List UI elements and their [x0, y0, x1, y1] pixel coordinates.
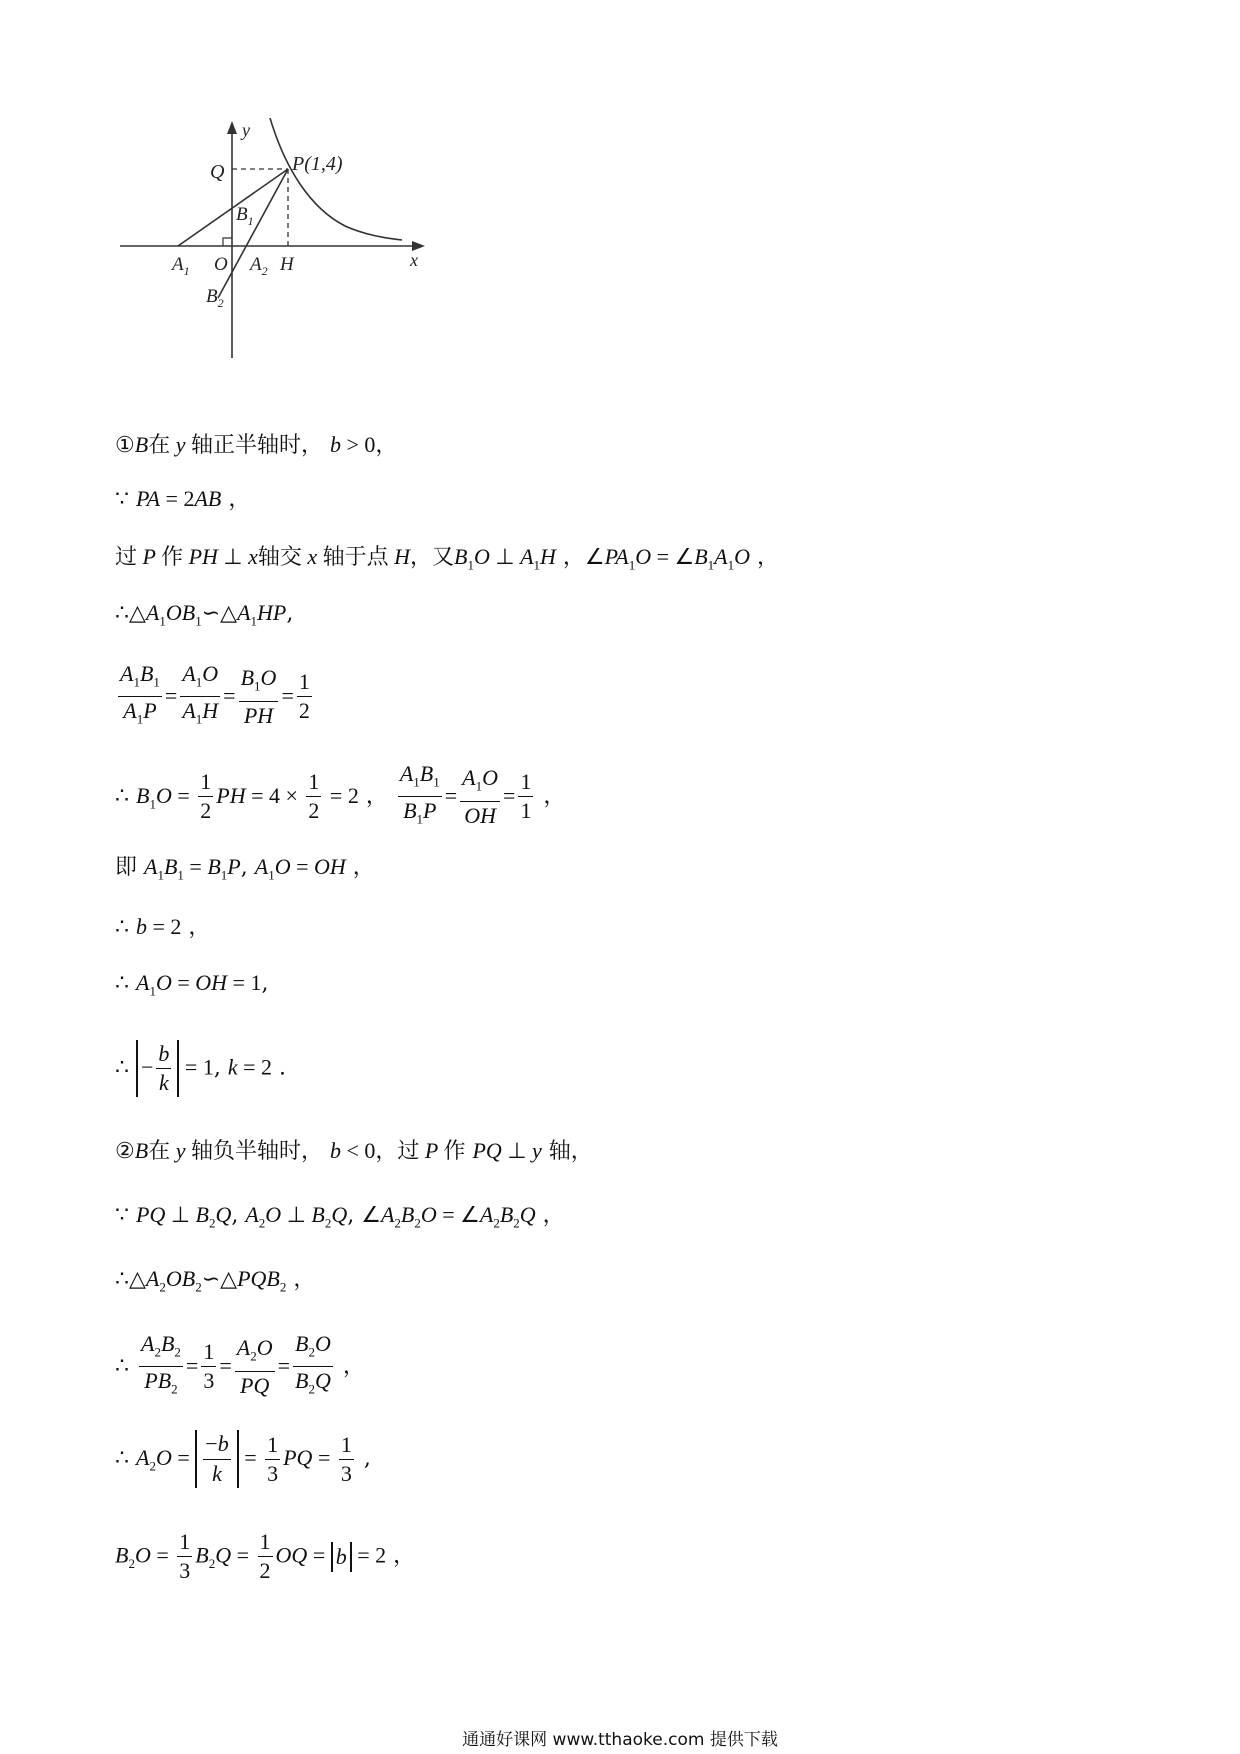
- label-b1: $B_1$: [236, 204, 254, 228]
- line-case1: ①B在 y 轴正半轴时， b > 0，: [115, 432, 398, 458]
- y-axis-arrow: [227, 121, 237, 134]
- line-perp: ∵ PQ ⊥ $B_2Q$, $A_2O$ ⊥ $B_2Q$, $\angle A_2B_2O$ = $\angle A_2B_2Q$ ，: [115, 1202, 565, 1231]
- label-h: H: [280, 254, 294, 275]
- label-p: P(1,4): [292, 153, 343, 175]
- label-y: y: [242, 120, 250, 140]
- line-similar1: $\therefore\triangle A_1OB_1∽\triangle A_1HP$,: [115, 600, 294, 629]
- label-a1: $A_1$: [172, 254, 190, 278]
- footer-source: 通通好课网 www.tthaoke.com 提供下载: [462, 1730, 778, 1750]
- line-similar2: $\therefore\triangle A_2OB_2∽\triangle PQB_2$ ，: [115, 1266, 316, 1295]
- label-q: Q: [210, 161, 225, 183]
- line-equal: 即 $A_1B_1 = B_1P$, $A_1O$ = OH ，: [115, 854, 375, 883]
- line-b2o: $B_2O$ = $\frac{1}{3}$ $B_2Q$ = $\frac{1}{2}$ OQ = b = 2 ，: [115, 1529, 416, 1583]
- label-x: x: [410, 250, 418, 270]
- line-b1o: ∴ $B_1O$ = $\frac{1}{2}$ PH = 4 × $\frac{1}{2}$ = 2 ， $\frac{A_1B_1}{B_1P}$ = $\frac{A_1O}{OH}$ = $\frac{1}{1}$ ，: [115, 761, 566, 828]
- line-b2-p: [218, 169, 288, 298]
- line-b-value: ∴ b = 2 ，: [115, 914, 211, 940]
- line-case2: ②B在 y 轴负半轴时， b < 0，过 P 作 PQ ⊥ y 轴，: [115, 1138, 593, 1164]
- coordinate-figure: [120, 118, 480, 408]
- right-angle-mark: [223, 238, 232, 246]
- line-a1-p: [178, 169, 288, 246]
- label-o: O: [214, 254, 228, 275]
- line-k-value: ∴ − $\frac{b}{k}$ = 1, k = 2 .: [115, 1041, 287, 1095]
- hyperbola-curve: [270, 118, 402, 240]
- line-ratios2: ∴ $\frac{A_2B_2}{PB_2}$ = $\frac{1}{3}$ = $\frac{A_2O}{PQ}$ = $\frac{B_2O}{B_2Q}$ ，: [115, 1331, 365, 1398]
- label-b2: $B_2$: [206, 286, 224, 310]
- line-construction: 过 P 作 PH ⊥ x轴交 x 轴于点 H，又$B_1O$ ⊥ $A_1H$ ，$\angle PA_1O$ = $\angle B_1A_1O$ ，: [115, 544, 780, 573]
- line-a1o: ∴ $A_1O$ = OH = 1,: [115, 970, 269, 999]
- line-given: ∵ PA = 2AB ，: [115, 486, 251, 512]
- line-ratios1: $\frac{A_1B_1}{A_1P}$ = $\frac{A_1O}{A_1H}$ = $\frac{B_1O}{PH}$ = $\frac{1}{2}$: [120, 661, 310, 728]
- line-a2o: ∴ $A_2O$ = $\frac{-b}{k}$ = $\frac{1}{3}$ PQ = $\frac{1}{3}$ ,: [115, 1431, 371, 1486]
- label-a2: $A_2$: [250, 254, 268, 278]
